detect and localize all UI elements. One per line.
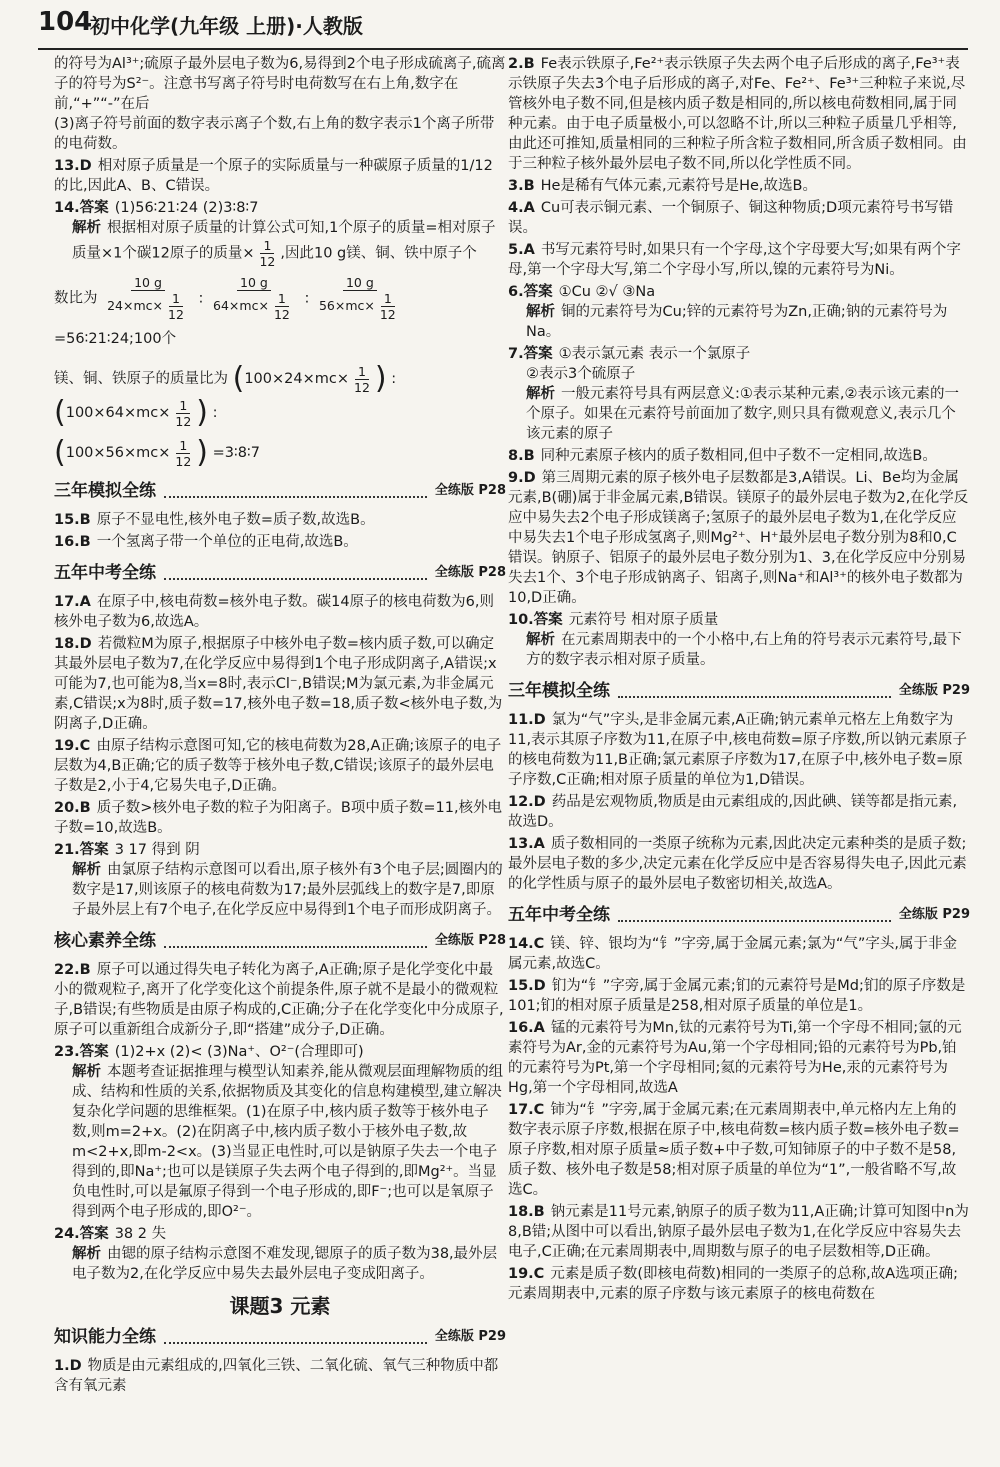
answer-21: 21.答案 3 17 得到 阴 解析 由氯原子结构示意图可以看出,原子核外有3个电子层;圆圈内的数字是17,则该原子的核电荷数为17;最外层弧线上的数字是7,即原子最外层上有7个电子,在化学反应中易得到1个电子而形成阴离子。 [54,842,503,918]
section-header: 知识能力全练 全练版 P29 [54,1327,506,1347]
answer-10: 10.答案 元素符号 相对原子质量 解析 在元素周期表中的一个小格中,右上角的符号表示元素符号,最下方的数字表示相对原子质量。 [508,612,962,668]
section-header: 三年模拟全练 全练版 P28 [54,481,506,501]
answer-text: 相对原子质量是一个原子的实际质量与一种碳原子质量的1/12的比,因此A、B、C错误。 [54,158,493,194]
explanation-label: 解析 [72,220,101,236]
answer-8: 8.B 同种元素原子核内的质子数相同,但中子数不一定相同,故选B。 [508,448,937,464]
right-column [508,54,970,1306]
answer-18: 18.B 钠元素是11号元素,钠原子的质子数为11,A正确;计算可知图中n为8,B错;从图中可以看出,钠原子最外层电子数为1,在化学反应中容易失去电子,C正确;在元素周期表中,周期数与原子的电子层数相等,D正确。 [508,1204,969,1260]
answer-16: 16.B 一个氢离子带一个单位的正电荷,故选B。 [54,534,358,550]
answer-16: 16.A 锰的元素符号为Mn,钛的元素符号为Ti,第一个字母不相同;氩的元素符号为Ar,金的元素符号为Au,第一个字母相同;铅的元素符号为Pb,铂的元素符号为Pt,第一个字母相同;氦的元素符号为He,汞的元素符号为Hg,第一个字母相同,故选A [508,1020,962,1096]
answer-23: 23.答案 (1)2+x (2)< (3)Na⁺、O²⁻(合理即可) 解析 本题考查证据推理与模型认知素养,能从微观层面理解物质的组成、结构和性质的关系,依据物质及其变化的信息构建模型,建立解决复杂化学问题的思维框架。(1)在原子中,核内质子数等于核外电子数,则m=2+x。(2)在阴离子中,核内质子数小于核外电子数,故m<2+x,即m-2<x。(3)当显正电性时,可以是钠原子失去一个电子得到的,即Na⁺;也可以是镁原子失去两个电子得到的,即Mg²⁺。当显负电性时,可以是氟原子得到一个电子形成的,即F⁻;也可以是氧原子得到两个电子形成的,即O²⁻。 [54,1044,504,1220]
answer-15: 15.B 原子不显电性,核外电子数=质子数,故选B。 [54,512,375,528]
answer-number: 14.答案 [54,200,109,216]
answer-text: (3)离子符号前面的数字表示离子个数,右上角的数字表示1个离子所带的电荷数。 [54,116,495,152]
answer-12-continued [54,54,506,154]
answer-11: 11.D 氯为“气”字头,是非金属元素,A正确;钠元素单元格左上角数字为11,表示其原子序数为11,在原子中,核电荷数=原子序数,所以钠元素原子的核电荷数为11,B正确;氯元素原子序数为17,在原子中,核外电子数=原子序数,C正确;相对原子质量的单位为1,D错误。 [508,712,967,788]
answer-13: 13.A 质子数相同的一类原子统称为元素,因此决定元素种类的是质子数;最外层电子数的多少,决定元素在化学反应中是否容易得失电子,因此元素的化学性质与原子的最外层电子数密切相关,故选A。 [508,836,967,892]
section-header: 核心素养全练 全练版 P28 [54,931,506,951]
answer-text: 根据相对原子质量的计算公式可知,1个原子的质量=相对原子质量×1个碳12原子的质量× [72,220,496,262]
answer-key: (1)56∶21∶24 (2)3∶8∶7 [114,200,259,216]
answer-17: 17.C 铈为“钅”字旁,属于金属元素;在元素周期表中,单元格内左上角的数字表示原子序数,根据在原子中,核电荷数=核内质子数=核外电子数=原子序数,相对原子质量≈质子数+中子数,可知铈原子的中子数不是58,质子数、核外电子数是58;相对原子质量的单位为“1”,一般省略不写,故选C。 [508,1102,960,1198]
left-column [54,54,506,1398]
answer-22: 22.B 原子可以通过得失电子转化为离子,A正确;原子是化学变化中最小的微观粒子,离开了化学变化这个前提条件,原子就不是最小的微观粒子,B错误;有些物质是由原子构成的,C正确;分子在化学变化中分成原子,原子可以重新组合成新分子,即“搭建”成分子,D正确。 [54,962,504,1038]
answer-4: 4.A Cu可表示铜元素、一个铜原子、铜这种物质;D项元素符号书写错误。 [508,200,954,236]
page-number: 104 [38,7,93,37]
answer-9: 9.D 第三周期元素的原子核外电子层数都是3,A错误。Li、Be均为金属元素,B(硼)属于非金属元素,B错误。镁原子的最外层电子数为2,在化学反应中易失去2个电子形成镁离子;氢原子的最外层电子数为1,在化学反应中易失去1个电子形成氢离子,则Mg²⁺、H⁺最外层电子数分别为8和0,C错误。钠原子、铝原子的最外层电子数分别为1、3,在化学反应中分别易失去1个、3个电子形成钠离子、铝离子,则Na⁺和Al³⁺的核外电子数都为10,D正确。 [508,470,969,606]
answer-text: ,因此10 g镁、铜、铁中原子个 [280,245,477,262]
section-header: 五年中考全练 全练版 P29 [508,905,970,925]
lesson-title: 课题3 元素 [229,1294,331,1318]
answer-24: 24.答案 38 2 失 解析 由锶的原子结构示意图不难发现,锶原子的质子数为38,最外层电子数为2,在化学反应中易失去最外层电子变成阳离子。 [54,1226,498,1282]
answer-20: 20.B 质子数>核外电子数的粒子为阳离子。B项中质子数=11,核外电子数=10,故选B。 [54,800,503,836]
formula-mass-ratio: 镁、铜、铁原子的质量比为 (100×24×mc× $\frac{1}{12}$ ) : (100×64×mc× $\frac{1}{12}$ ) : [54,361,397,430]
answer-15: 15.D 钔为“钅”字旁,属于金属元素;钔的元素符号是Md;钔的原子序数是101;钔的相对原子质量是258,相对原子质量的单位是1。 [508,978,966,1014]
book-title: 初中化学(九年级 上册)·人教版 [90,14,363,38]
section-header: 五年中考全练 全练版 P28 [54,563,506,583]
section-header: 三年模拟全练 全练版 P29 [508,681,970,701]
answer-3: 3.B He是稀有气体元素,元素符号是He,故选B。 [508,178,817,194]
answer-19: 19.C 由原子结构示意图可知,它的核电荷数为28,A正确;该原子的电子层数为4,B正确;它的质子数等于核外电子数,C错误;该原子的最外层电子数是2,小于4,它易失电子,D正确。 [54,738,502,794]
answer-14: 14.C 镁、锌、银均为“钅”字旁,属于金属元素;氯为“气”字头,属于非金属元素,故选C。 [508,936,957,972]
fraction: $\frac{1}{12}$ [259,238,276,269]
answer-19: 19.C 元素是质子数(即核电荷数)相同的一类原子的总称,故A选项正确;元素周期表中,元素的原子序数与该元素原子的核电荷数在 [508,1266,959,1302]
answer-14 [54,198,506,470]
answer-17: 17.A 在原子中,核电荷数=核外电子数。碳14原子的核电荷数为6,则核外电子数为6,故选A。 [54,594,494,630]
answer-1: 1.D 物质是由元素组成的,四氧化三铁、二氧化硫、氧气三种物质中都含有氧元素 [54,1358,499,1394]
answer-2: 2.B Fe表示铁原子,Fe²⁺表示铁原子失去两个电子后形成的离子,Fe³⁺表示铁原子失去3个电子后形成的离子,对Fe、Fe²⁺、Fe³⁺三种粒子来说,尽管核外电子数不同,但是核内质子数是相同的,所以核电荷数相同,属于同种元素。由于电子质量极小,可以忽略不计,所以三种粒子质量几乎相等,由此还可推知,质量相同的三种粒子所含粒子数相同,所含质子数相同。由于三种粒子核外最外层电子数不同,所以化学性质不同。 [508,56,967,172]
answer-12: 12.D 药品是宏观物质,物质是由元素组成的,因此碘、镁等都是指元素,故选D。 [508,794,958,830]
page-header [38,8,968,50]
answer-5: 5.A 书写元素符号时,如果只有一个字母,这个字母要大写;如果有两个字母,第一个字母大写,第二个字母小写,所以,镍的元素符号为Ni。 [508,242,961,278]
answer-text: 的符号为Al³⁺;硫原子最外层电子数为6,易得到2个电子形成硫离子,硫离子的符号为S²⁻。注意书写离子符号时电荷数写在右上角,数字在前,“+”“-”在后 [54,56,506,112]
answer-6: 6.答案 ①Cu ②√ ③Na 解析 铜的元素符号为Cu;锌的元素符号为Zn,正确;钠的元素符号为Na。 [508,284,948,340]
answer-number: 13.D [54,158,92,174]
formula-mass-ratio-end: (100×56×mc× $\frac{1}{12}$ ) =3∶8∶7 [54,435,260,470]
answer-18: 18.D 若微粒M为原子,根据原子中核外电子数=核内质子数,可以确定其最外层电子数为7,在化学反应中易得到1个电子形成阴离子,A错误;x可能为7,也可能为8,当x=8时,表示Cl⁻,B错误;M为氯元素,为非金属元素,C错误;x为8时,质子数=17,核外电子数=18,质子数<核外电子数,为阴离子,D正确。 [54,636,503,732]
answer-7: 7.答案 ①表示氯元素 表示一个氯原子 ②表示3个硫原子 解析 一般元素符号具有两层意义:①表示某种元素,②表示该元素的一个原子。如果在元素符号前面加了数字,则只具有微观意义,表示几个该元素的原子 [508,346,959,442]
answer-13 [54,156,506,196]
formula-ratio: 数比为 10 g 24×mc× $\frac{1}{12}$ : 10 g 64×mc× $\frac{1}{12}$ : 10 g 56×mc× $\frac{1}{12}$ =56∶21∶24;100个 [54,275,396,347]
